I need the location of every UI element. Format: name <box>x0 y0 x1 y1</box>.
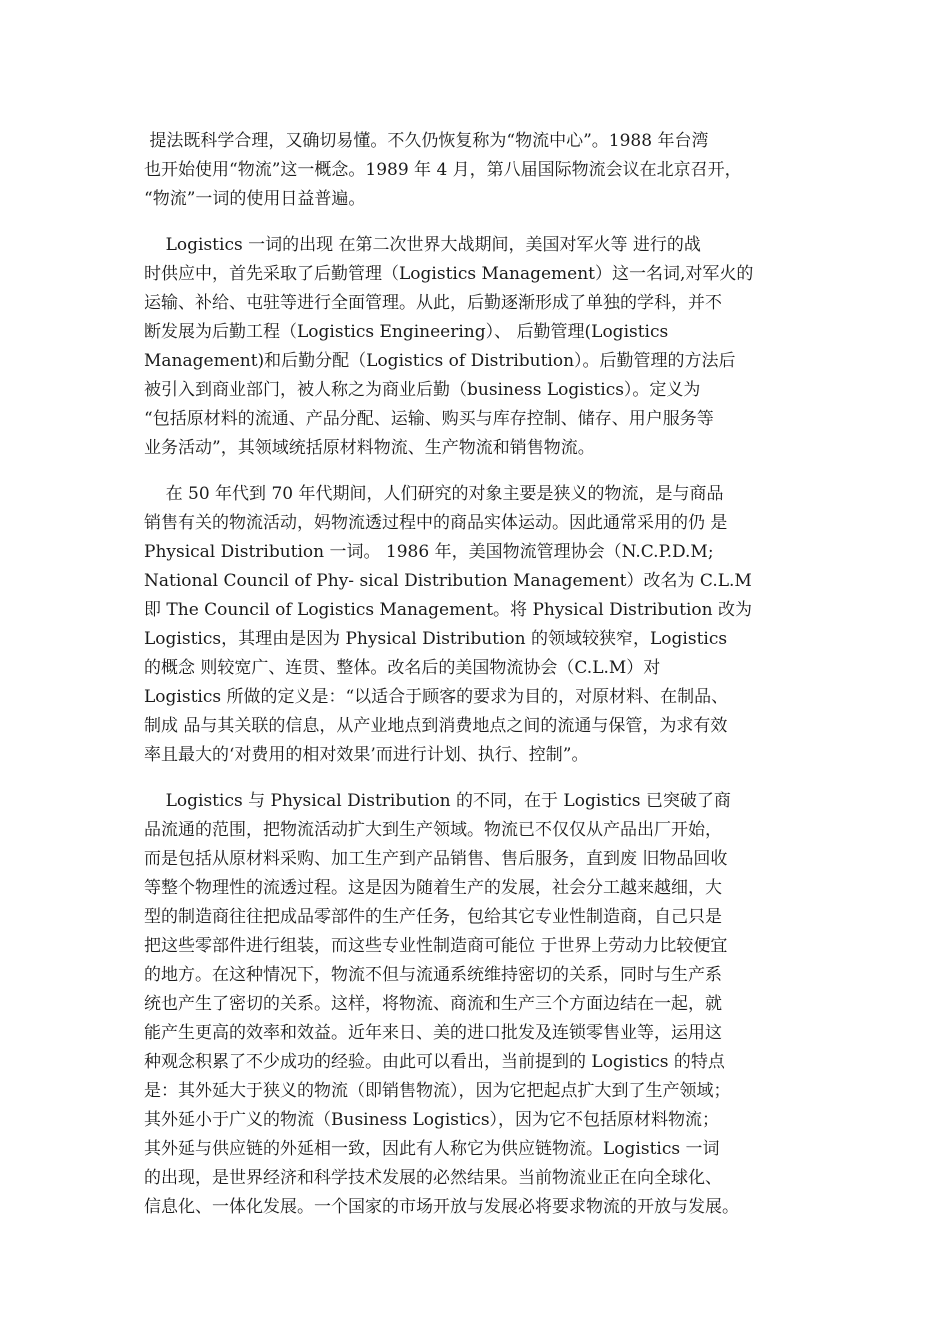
paragraph-gap <box>144 214 810 231</box>
text-line: Logistics，其理由是因为 Physical Distribution 的领域较狭窄，Logistics <box>144 629 728 649</box>
text-line: Logistics 与 Physical Distribution 的不同，在于 Logistics 已突破了商 <box>144 791 731 811</box>
text-line: 是：其外延大于狭义的物流（即销售物流），因为它把起点扩大到了生产领域； <box>144 1081 731 1101</box>
text-line: 的概念 则较宽广、连贯、整体。改名后的美国物流协会（C.L.M）对 <box>144 658 661 678</box>
text-line: 其外延小于广义的物流（Business Logistics），因为它不包括原材料物流； <box>144 1110 720 1130</box>
text-line: 统也产生了密切的关系。这样，将物流、商流和生产三个方面边结在一起，就 <box>144 994 722 1014</box>
text-line: 业务活动”，其领域统括原材料物流、生产物流和销售物流。 <box>144 438 595 458</box>
text-line: 率且最大的‘对费用的相对效果’而进行计划、执行、控制”。 <box>144 745 589 765</box>
text-line: 把这些零部件进行组装，而这些专业性制造商可能位 于世界上劳动力比较便宜 <box>144 936 728 956</box>
text-line: 而是包括从原材料采购、加工生产到产品销售、售后服务，直到废 旧物品回收 <box>144 849 728 869</box>
text-line: 种观念积累了不少成功的经验。由此可以看出，当前提到的 Logistics 的特点 <box>144 1052 725 1072</box>
text-line: Logistics 一词的出现 在第二次世界大战期间，美国对军火等 进行的战 <box>144 235 701 255</box>
text-line: Logistics 所做的定义是：“以适合于顾客的要求为目的，对原材料、在制品、 <box>144 687 729 707</box>
text-line: 提法既科学合理，又确切易懂。不久仍恢复称为“物流中心”。1988 年台湾 <box>144 131 709 151</box>
text-line: 在 50 年代到 70 年代期间，人们研究的对象主要是狭义的物流，是与商品 <box>144 484 724 504</box>
text-line: 时供应中，首先采取了后勤管理（Logistics Management）这一名词,对军火的 <box>144 264 754 284</box>
text-line: 销售有关的物流活动，妈物流透过程中的商品实体运动。因此通常采用的仍 是 <box>144 513 728 533</box>
paragraph-4 <box>144 787 810 1222</box>
text-line: National Council of Phy- sical Distribution Management）改名为 C.L.M <box>144 571 752 591</box>
text-line: “物流”一词的使用日益普遍。 <box>144 189 366 209</box>
text-line: 断发展为后勤工程（Logistics Engineering）、 后勤管理(Logistics <box>144 322 669 342</box>
text-line: 其外延与供应链的外延相一致，因此有人称它为供应链物流。Logistics 一词 <box>144 1139 720 1159</box>
text-line: Physical Distribution 一词。 1986 年，美国物流管理协会（N.C.P.D.M; <box>144 542 714 562</box>
text-line: 能产生更高的效率和效益。近年来日、美的进口批发及连锁零售业等，运用这 <box>144 1023 722 1043</box>
text-line: 信息化、一体化发展。一个国家的市场开放与发展必将要求物流的开放与发展。 <box>144 1197 739 1217</box>
paragraph-2 <box>144 231 810 463</box>
paragraph-gap <box>144 463 810 480</box>
paragraph-gap <box>144 770 810 787</box>
text-line: 也开始使用“物流”这一概念。1989 年 4 月，第八届国际物流会议在北京召开， <box>144 160 742 180</box>
text-line: 即 The Council of Logistics Management。将 Physical Distribution 改为 <box>144 600 752 620</box>
text-line: “包括原材料的流通、产品分配、运输、购买与库存控制、储存、用户服务等 <box>144 409 714 429</box>
document-body <box>144 127 810 1222</box>
text-line: 等整个物理性的流透过程。这是因为随着生产的发展，社会分工越来越细，大 <box>144 878 722 898</box>
text-line: 制成 品与其关联的信息，从产业地点到消费地点之间的流通与保管，为求有效 <box>144 716 728 736</box>
text-line: 被引入到商业部门，被人称之为商业后勤（business Logistics）。定义为 <box>144 380 701 400</box>
text-line: 品流通的范围，把物流活动扩大到生产领域。物流已不仅仅从产品出厂开始， <box>144 820 722 840</box>
text-line: 的地方。在这种情况下，物流不但与流通系统维持密切的关系，同时与生产系 <box>144 965 722 985</box>
paragraph-1 <box>144 127 810 214</box>
text-line: 型的制造商往往把成品零部件的生产任务，包给其它专业性制造商，自己只是 <box>144 907 722 927</box>
text-line: Management)和后勤分配（Logistics of Distribution）。后勤管理的方法后 <box>144 351 736 371</box>
text-line: 运输、补给、屯驻等进行全面管理。从此，后勤逐渐形成了单独的学科，并不 <box>144 293 722 313</box>
paragraph-3 <box>144 480 810 770</box>
text-line: 的出现，是世界经济和科学技术发展的必然结果。当前物流业正在向全球化、 <box>144 1168 722 1188</box>
